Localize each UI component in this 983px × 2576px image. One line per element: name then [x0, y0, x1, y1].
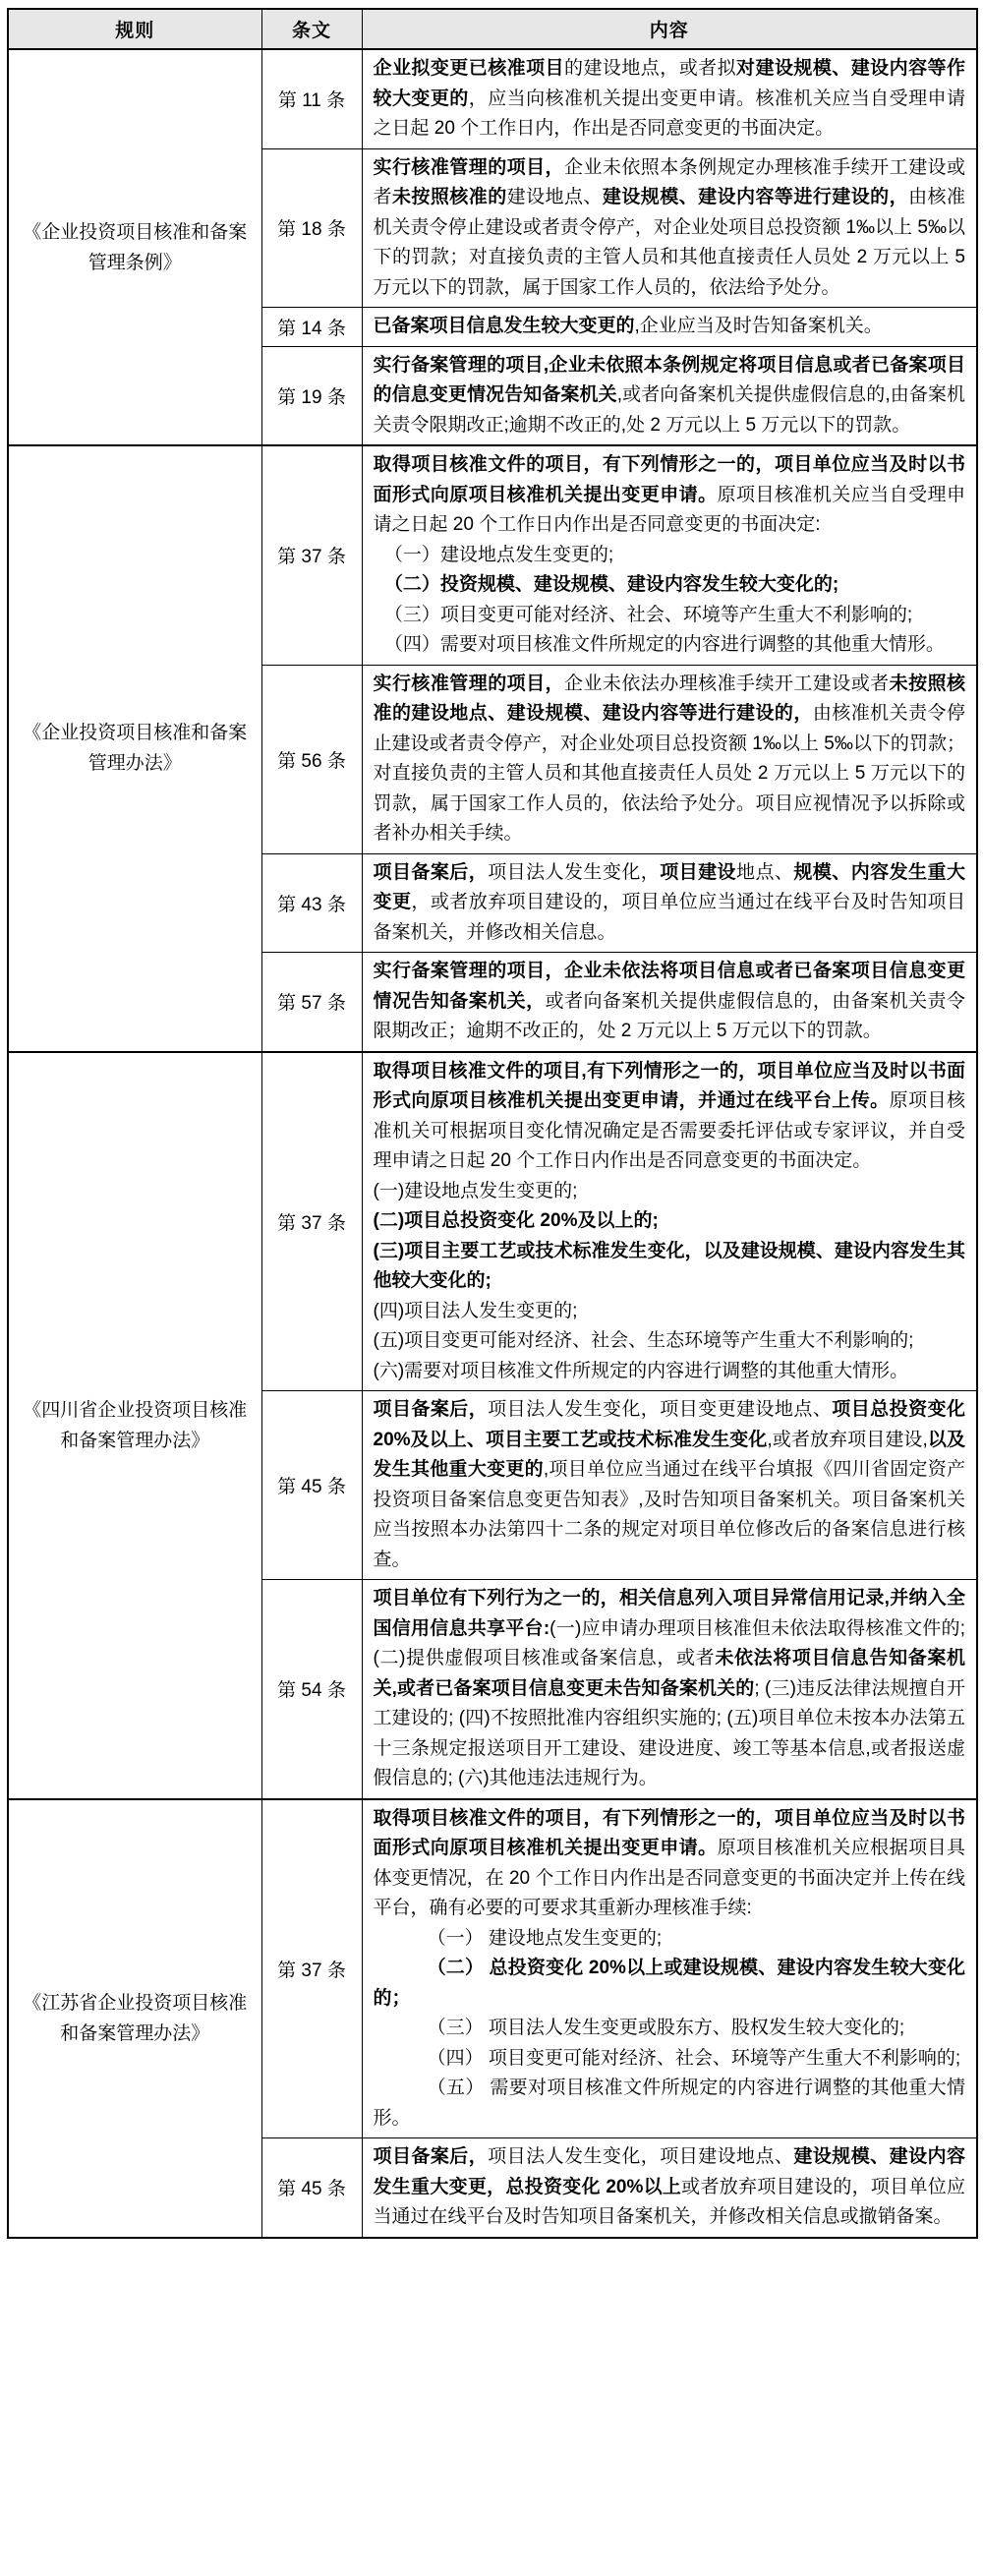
content-text-bold: 项目总投资变化 20%及以上、项目主要工艺或技术标准发生变化 [373, 1399, 965, 1450]
article-number: 第 37 条 [261, 1052, 362, 1391]
content-text: ; (三)违反法律法规擅自开工建设的; (四)不按照批准内容组织实施的; (五)项目单位未按本办法第五十三条规定报送项目开工建设、建设进度、竣工等基本信息,或者报送虚假信息的; (六)其他违法违规行为。 [373, 1677, 965, 1788]
content-paragraph [374, 630, 966, 661]
content-paragraph [374, 2074, 966, 2134]
content-text-bold: 实行核准管理的项目， [373, 673, 564, 694]
content-text: 或者向备案机关提供虚假信息的，由备案机关责令限期改正；逾期不改正的，处 2 万元以上 5 万元以下的罚款。 [373, 990, 965, 1041]
content-text-bold: 取得项目核准文件的项目，有下列情形之一的，项目单位应当及时以书面形式向原项目核准机关提出变更申请。 [373, 1807, 965, 1858]
content-text: （三）项目变更可能对经济、社会、环境等产生重大不利影响的; [383, 604, 913, 625]
content-text: ，应当向核准机关提出变更申请。核准机关应当自受理申请之日起 20 个工作日内，作出是否同意变更的书面决定。 [373, 88, 965, 139]
content-text: 原项目核准机关应当自受理申请之日起 20 个工作日内作出是否同意变更的书面决定: [373, 484, 965, 535]
content-text: 建设地点、 [506, 187, 603, 207]
header-row [8, 9, 977, 49]
article-number: 第 11 条 [261, 49, 362, 148]
content-paragraph [374, 1584, 966, 1794]
table-header [8, 9, 977, 49]
article-number: 第 56 条 [261, 665, 362, 853]
content-text-bold: 建设规模、建设内容发生重大变更，总投资变化 20%以上 [373, 2146, 965, 2197]
content-text: 项目法人发生变化，项目变更建设地点、 [488, 1399, 833, 1420]
article-number: 第 54 条 [261, 1580, 362, 1799]
content-paragraph [374, 153, 966, 304]
content-text: ，或者放弃项目建设的，项目单位应当通过在线平台及时告知项目备案机关，并修改相关信息。 [373, 892, 965, 943]
article-content [362, 2138, 977, 2238]
content-paragraph [374, 312, 966, 342]
article-content [362, 665, 977, 853]
article-content [362, 953, 977, 1052]
content-text: （五） 需要对项目核准文件所规定的内容进行调整的其他重大情形。 [373, 2078, 965, 2129]
content-text: (一)应申请办理项目核准但未依法取得核准文件的; (二)提供虚假项目核准或备案信息，或者 [373, 1617, 966, 1669]
content-text-bold: 以及发生其他重大变更的 [373, 1429, 965, 1480]
content-text: 企业未依照本条例规定办理核准手续开工建设或者 [373, 156, 965, 207]
article-number: 第 45 条 [261, 1391, 362, 1580]
content-text: （一）建设地点发生变更的; [383, 544, 614, 565]
article-content [362, 308, 977, 347]
content-text: (五)项目变更可能对经济、社会、生态环境等产生重大不利影响的; [373, 1330, 914, 1351]
content-paragraph [374, 1924, 966, 1955]
content-paragraph [374, 570, 966, 601]
content-text: ,或者放弃项目建设, [767, 1429, 928, 1450]
content-paragraph [374, 1177, 966, 1207]
article-number: 第 43 条 [261, 853, 362, 953]
content-text: (一)建设地点发生变更的; [373, 1180, 578, 1201]
table-row [8, 1799, 977, 2138]
content-paragraph [374, 957, 966, 1047]
content-text: 项目法人发生变化，项目建设地点、 [488, 2146, 794, 2167]
table-row [8, 1052, 977, 1391]
rule-name: 《企业投资项目核准和备案管理条例》 [8, 49, 261, 445]
article-number: 第 37 条 [261, 445, 362, 665]
rule-name: 《江苏省企业投资项目核准和备案管理办法》 [8, 1799, 261, 2238]
content-paragraph [374, 1057, 966, 1177]
content-paragraph [374, 601, 966, 631]
content-text-bold: 对建设规模、建设内容等作较大变更的 [373, 58, 965, 109]
content-paragraph [374, 450, 966, 541]
content-text-bold: 项目建设 [660, 861, 737, 883]
content-paragraph [374, 1804, 966, 1924]
content-text-bold: 已备案项目信息发生较大变更的 [373, 316, 635, 336]
content-text-bold: 企业拟变更已核准项目 [373, 58, 564, 79]
content-text: （三） 项目法人发生变更或股东方、股权发生较大变化的; [427, 2018, 905, 2038]
content-text-bold: 未按照核准的建设地点、建设规模、建设内容等进行建设的， [373, 673, 965, 724]
content-text-bold: 项目备案后， [373, 2146, 489, 2167]
content-text: (四)项目法人发生变更的; [373, 1300, 578, 1321]
content-text-bold: 实行核准管理的项目， [373, 156, 564, 178]
article-number: 第 14 条 [261, 308, 362, 347]
content-paragraph [374, 2142, 966, 2233]
content-paragraph [374, 541, 966, 571]
content-text-bold: (二)项目总投资变化 20%及以上的; [373, 1210, 659, 1231]
content-text: 由核准机关责令停止建设或者责令停产，对企业处项目总投资额 1‰以上 5‰以下的罚款；对直接负责的主管人员和其他直接责任人员处 2 万元以上 5 万元以下的罚款，属于国家工作人员的，依法给予处分。项目应视情况予以拆除或者补办相关手续。 [373, 703, 965, 844]
content-text: ,项目单位应当通过在线平台填报《四川省固定资产投资项目备案信息变更告知表》,及时告知项目备案机关。项目备案机关应当按照本办法第四十二条的规定对项目单位修改后的备案信息进行核查。 [373, 1459, 965, 1570]
content-paragraph [374, 1297, 966, 1327]
content-text: (六)需要对项目核准文件所规定的内容进行调整的其他重大情形。 [373, 1360, 909, 1381]
content-text: （四）需要对项目核准文件所规定的内容进行调整的其他重大情形。 [383, 634, 945, 655]
content-text: 或者放弃项目建设的，项目单位应当通过在线平台及时告知项目备案机关，并修改相关信息或撤销备案。 [373, 2176, 965, 2227]
rule-name: 《企业投资项目核准和备案管理办法》 [8, 445, 261, 1052]
content-text-bold: 未按照核准的 [391, 187, 507, 207]
article-content [362, 1391, 977, 1580]
article-content [362, 853, 977, 953]
table-row [8, 445, 977, 665]
article-number: 第 18 条 [261, 148, 362, 308]
article-content [362, 148, 977, 308]
header-content: 内容 [362, 9, 977, 49]
content-paragraph [374, 1326, 966, 1357]
content-paragraph [374, 2044, 966, 2075]
header-rule: 规则 [8, 9, 261, 49]
content-text-bold: (三)项目主要工艺或技术标准发生变化，以及建设规模、建设内容发生其他较大变化的; [373, 1240, 965, 1291]
content-paragraph [374, 1357, 966, 1387]
content-paragraph [374, 2014, 966, 2044]
content-paragraph [374, 54, 966, 145]
content-text: 的建设地点，或者拟 [564, 58, 737, 79]
content-text: 地点、 [736, 861, 794, 883]
content-text: （一） 建设地点发生变更的; [427, 1927, 663, 1949]
content-paragraph [374, 1206, 966, 1237]
content-paragraph [374, 1237, 966, 1297]
content-text-bold: 取得项目核准文件的项目,有下列情形之一的，项目单位应当及时以书面形式向原项目核准机关提出变更申请，并通过在线平台上传。 [373, 1060, 965, 1111]
content-text: 原项目核准机关应根据项目具体变更情况，在 20 个工作日内作出是否同意变更的书面决定并上传在线平台，确有必要的可要求其重新办理核准手续: [373, 1838, 965, 1918]
content-text: 由核准机关责令停止建设或者责令停产，对企业处项目总投资额 1‰以上 5‰以下的罚款；对直接负责的主管人员和其他直接责任人员处 2 万元以上 5 万元以下的罚款，属于国家工作人员的，依法给予处分。 [373, 187, 965, 298]
article-content [362, 346, 977, 445]
content-text-bold: （二）投资规模、建设规模、建设内容发生较大变化的; [383, 574, 839, 595]
content-text-bold: 项目单位有下列行为之一的，相关信息列入项目异常信用记录,并纳入全国信用信息共享平台: [373, 1588, 965, 1639]
content-text-bold: （二） 总投资变化 20%以上或建设规模、建设内容发生较大变化的； [373, 1958, 965, 2009]
content-text: 项目法人发生变化， [488, 861, 661, 883]
content-text-bold: 项目备案后， [373, 1399, 489, 1420]
content-text: 企业未依法办理核准手续开工建设或者 [564, 673, 890, 694]
content-text-bold: 建设规模、建设内容等进行建设的， [602, 187, 909, 207]
table-row [8, 49, 977, 148]
header-article: 条文 [261, 9, 362, 49]
article-number: 第 45 条 [261, 2138, 362, 2238]
content-text-bold: 未依法将项目信息告知备案机关,或者已备案项目信息变更未告知备案机关的 [373, 1648, 965, 1699]
article-number: 第 19 条 [261, 346, 362, 445]
content-text-bold: 项目备案后， [373, 861, 489, 883]
content-paragraph [374, 351, 966, 441]
article-content [362, 1799, 977, 2138]
content-paragraph [374, 858, 966, 949]
article-number: 第 57 条 [261, 953, 362, 1052]
regulation-comparison-table [7, 8, 978, 2239]
content-text-bold: 实行备案管理的项目,企业未依照本条例规定将项目信息或者已备案项目的信息变更情况告知备案机关 [373, 354, 965, 405]
article-content [362, 1580, 977, 1799]
content-text: ,企业应当及时告知备案机关。 [634, 316, 883, 336]
article-content [362, 49, 977, 148]
content-paragraph [374, 1954, 966, 2014]
article-number: 第 37 条 [261, 1799, 362, 2138]
article-content [362, 1052, 977, 1391]
content-paragraph [374, 670, 966, 849]
table-body [8, 49, 977, 2238]
rule-name: 《四川省企业投资项目核准和备案管理办法》 [8, 1052, 261, 1799]
content-text: （四） 项目变更可能对经济、社会、环境等产生重大不利影响的; [427, 2047, 961, 2069]
content-text-bold: 规模、内容发生重大变更 [373, 861, 965, 912]
content-text-bold: 取得项目核准文件的项目，有下列情形之一的，项目单位应当及时以书面形式向原项目核准机关提出变更申请。 [373, 454, 965, 505]
article-content [362, 445, 977, 665]
content-text: ,或者向备案机关提供虚假信息的,由备案机关责令限期改正;逾期不改正的,处 2 万元以上 5 万元以下的罚款。 [373, 384, 965, 436]
content-text-bold: 实行备案管理的项目，企业未依法将项目信息或者已备案项目信息变更情况告知备案机关， [373, 961, 965, 1012]
content-text: 原项目核准机关可根据项目变化情况确定是否需要委托评估或专家评议，并自受理申请之日起 20 个工作日内作出是否同意变更的书面决定。 [373, 1090, 965, 1171]
content-paragraph [374, 1395, 966, 1575]
